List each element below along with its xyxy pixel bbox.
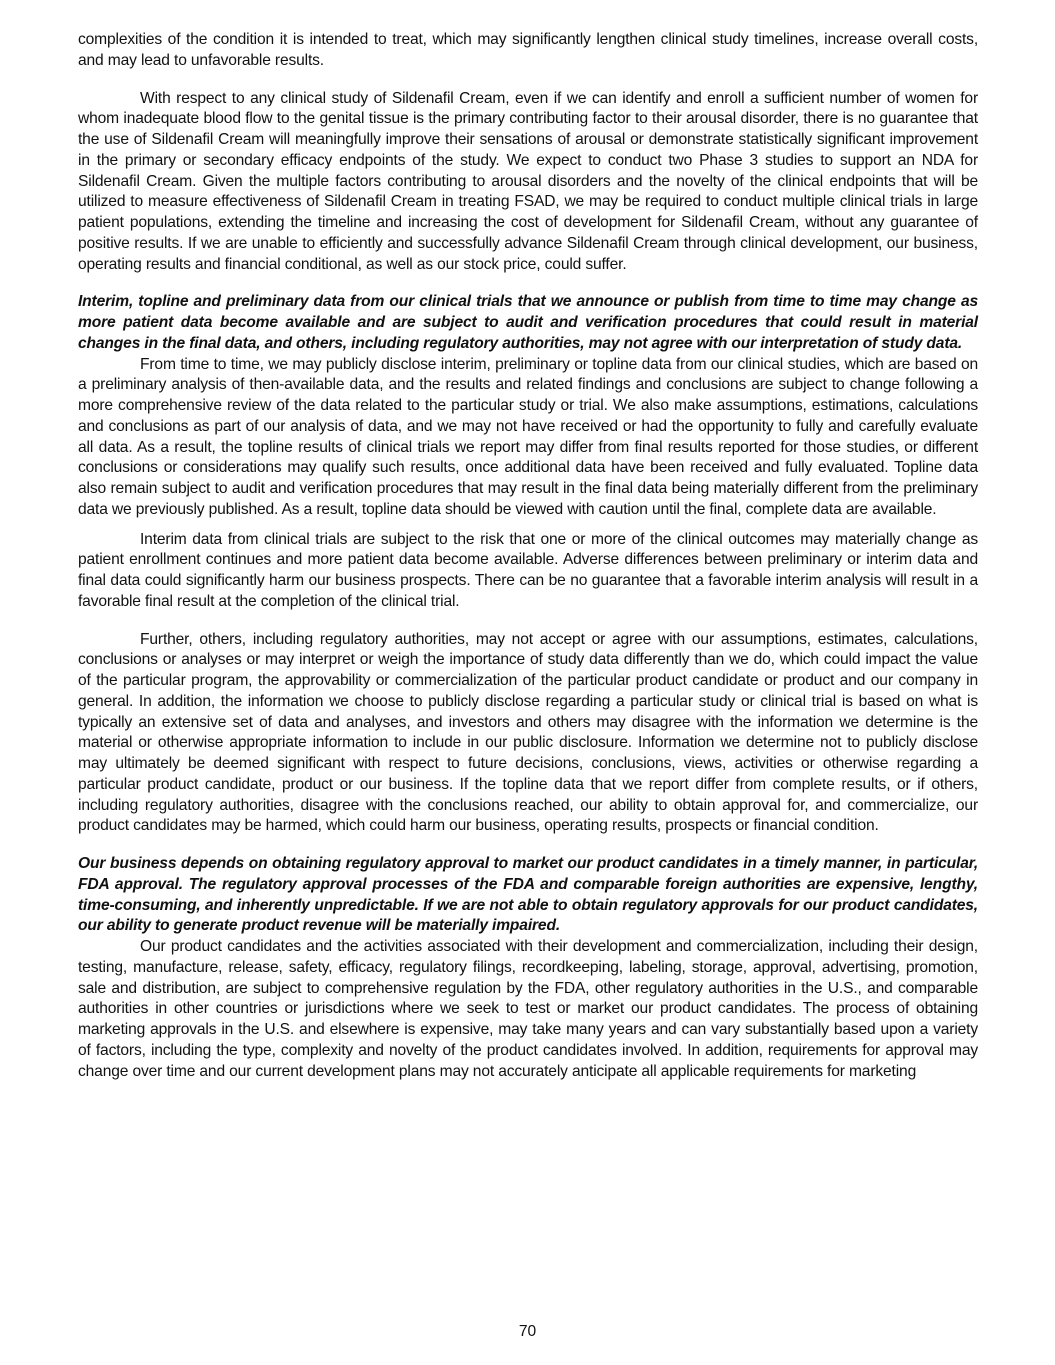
paragraph-regulation-overview: Our product candidates and the activities associated with their development and commercialization, including their design, testing, manufacture, release, safety, efficacy, regulatory filings, recordkeeping, labeling, storage, approval, advertising, promotion, sale and distribution, are subject to comprehensive regulation by the FDA, other regulatory authorities in the U.S., and comparable authorities in other countries or jurisdictions where we seek to test or market our product candidates. The process of obtaining marketing approvals in the U.S. and elsewhere is expensive, may take many years and can vary substantially based upon a variety of factors, including the type, complexity and novelty of the product candidates involved. In addition, requirements for approval may change over time and our current development plans may not accurately anticipate all applicable requirements for marketing bbox=[78, 938, 978, 1080]
paragraph-regulatory-disagreement: Further, others, including regulatory authorities, may not accept or agree with our assumptions, estimates, calculations, conclusions or analyses or may interpret or weigh the importance of study data differently than we do, which could impact the value of the particular program, the approvability or commercialization of the particular product candidate or product and our company in general. In addition, the information we choose to publicly disclose regarding a particular study or clinical trial is based on what is typically an extensive set of data and analyses, and investors and others may disagree with the information we determine is the material or otherwise appropriate information to include in our public disclosure. Information we determine not to publicly disclose may ultimately be deemed significant with respect to future decisions, conclusions, views, activities or otherwise regarding a particular product candidate, product or our business. If the topline data that we report differ from complete results, or if others, including regulatory authorities, disagree with the conclusions reached, our ability to obtain approval for, and commercialize, our product candidates may be harmed, which could harm our business, operating results, prospects or financial condition. bbox=[78, 630, 978, 835]
paragraph-topline-data-disclosure: From time to time, we may publicly disclose interim, preliminary or topline data from our clinical studies, which are based on a preliminary analysis of then-available data, and the results and related findings and conclusions are subject to change following a more comprehensive review of the data related to the particular study or trial. We also make assumptions, estimations, calculations and conclusions as part of our analysis of data, and we may not have received or had the opportunity to fully and carefully evaluate all data. As a result, the topline results of clinical trials we report may differ from final results reported for those studies, or different conclusions or considerations may qualify such results, once additional data have been received and fully evaluated. Topline data also remain subject to audit and verification procedures that may result in the final data being materially different from the preliminary data we previously published. As a result, topline data should be viewed with caution until the final, complete data are available. bbox=[78, 355, 978, 518]
paragraph-interim-data-risk: Interim data from clinical trials are subject to the risk that one or more of the clinical outcomes may materially change as patient enrollment continues and more patient data become available. Adverse differences between preliminary or interim data and final data could significantly harm our business prospects. There can be no guarantee that a favorable interim analysis will result in a favorable final result at the completion of the clinical trial. bbox=[78, 530, 978, 610]
risk-factor-heading-regulatory-approval: Our business depends on obtaining regulatory approval to market our product candidates in a timely manner, in particular, FDA approval. The regulatory approval processes of the FDA and comparable foreign authorities are expensive, lengthy, time-consuming, and inherently unpredictable. If we are not able to obtain regulatory approvals for our product candidates, our ability to generate product revenue will be materially impaired. bbox=[78, 855, 978, 935]
paragraph-sildenafil-clinical-study: With respect to any clinical study of Sildenafil Cream, even if we can identify and enroll a sufficient number of women for whom inadequate blood flow to the genital tissue is the primary contributing factor to their arousal disorder, there is no guarantee that the use of Sildenafil Cream will meaningfully improve their sensations of arousal or demonstrate statistically significant improvement in the primary or secondary efficacy endpoints of the study. We expect to conduct two Phase 3 studies to support an NDA for Sildenafil Cream. Given the multiple factors contributing to arousal disorders and the novelty of the clinical endpoints that will be utilized to measure effectiveness of Sildenafil Cream in treating FSAD, we may be required to conduct multiple clinical trials in large patient populations, extending the timeline and increasing the cost of development for Sildenafil Cream, without any guarantee of positive results. If we are unable to efficiently and successfully advance Sildenafil Cream through clinical development, our business, operating results and financial conditional, as well as our stock price, could suffer. bbox=[78, 89, 978, 273]
page-number: 70 bbox=[518, 1323, 537, 1340]
paragraph-continuation: complexities of the condition it is intended to treat, which may significantly lengthen clinical study timelines, increase overall costs, and may lead to unfavorable results. bbox=[78, 31, 978, 69]
document-page bbox=[78, 30, 978, 1082]
risk-factor-heading-interim-data: Interim, topline and preliminary data from our clinical trials that we announce or publish from time to time may change as more patient data become available and are subject to audit and verification procedures that could result in material changes in the final data, and others, including regulatory authorities, may not agree with our interpretation of study data. bbox=[78, 293, 978, 352]
